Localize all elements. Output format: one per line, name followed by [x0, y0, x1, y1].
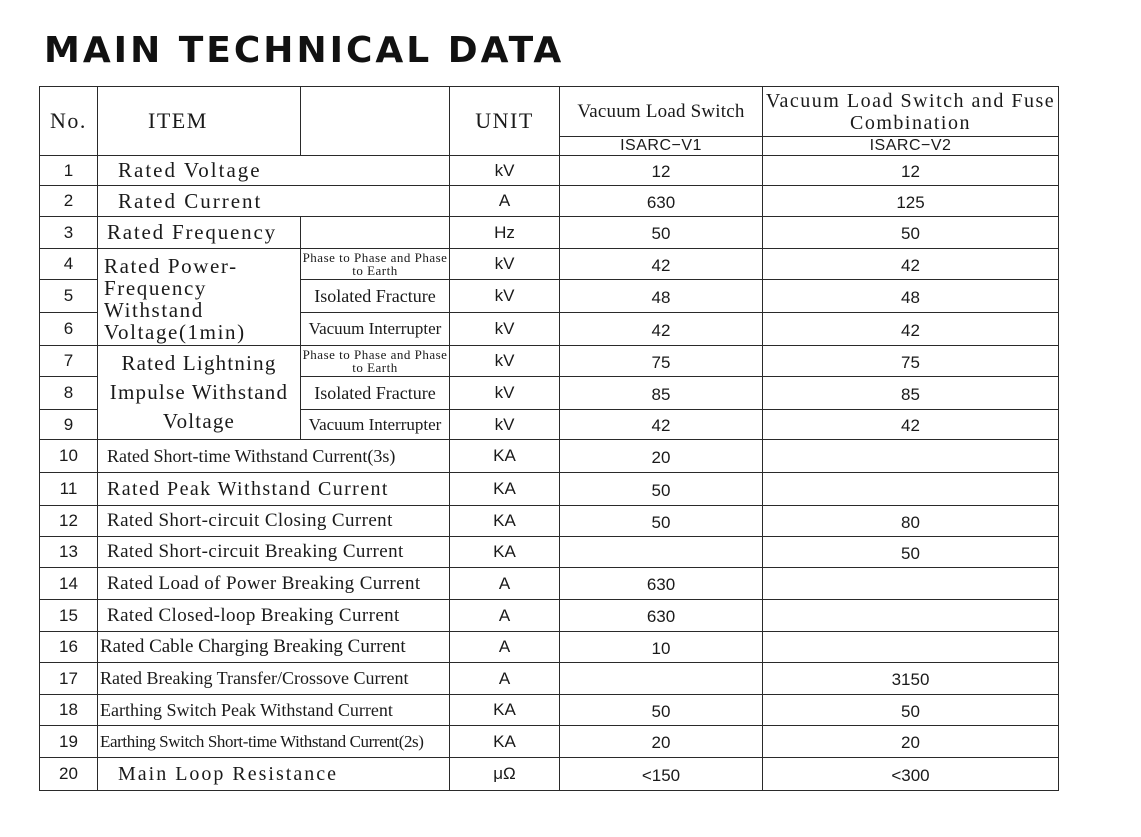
row-number: 18 — [40, 695, 98, 726]
page-title: MAIN TECHNICAL DATA — [44, 30, 565, 71]
row-unit: kV — [450, 410, 560, 440]
table-row — [40, 663, 1059, 695]
row-item: Rated Peak Withstand Current — [98, 473, 450, 506]
row-value-v1: 20 — [560, 440, 763, 473]
row-value-v2: 42 — [763, 313, 1059, 346]
row-item: Rated Short-circuit Closing Current — [98, 506, 450, 537]
row-unit: KA — [450, 440, 560, 473]
row-item: Earthing Switch Short-time Withstand Current(2s) — [98, 726, 450, 758]
row-number: 14 — [40, 568, 98, 600]
row-value-v2 — [763, 440, 1059, 473]
row-value-v2: 42 — [763, 410, 1059, 440]
row-number: 5 — [40, 280, 98, 313]
row-value-v2: 3150 — [763, 663, 1059, 695]
header-item-sub — [301, 87, 450, 156]
table-row — [40, 537, 1059, 568]
row-value-v2: 50 — [763, 695, 1059, 726]
row-value-v1: 75 — [560, 346, 763, 377]
row-value-v2 — [763, 600, 1059, 632]
row-number: 1 — [40, 156, 98, 186]
row-value-v2: <300 — [763, 758, 1059, 791]
row-value-v1: 50 — [560, 506, 763, 537]
row-item-sub-empty — [301, 217, 450, 249]
row-item: Rated Breaking Transfer/Crossove Current — [98, 663, 450, 695]
row-number: 11 — [40, 473, 98, 506]
row-unit: KA — [450, 506, 560, 537]
table-row — [40, 346, 1059, 377]
row-unit: KA — [450, 726, 560, 758]
row-value-v2: 75 — [763, 346, 1059, 377]
row-value-v1: 630 — [560, 186, 763, 217]
table-row — [40, 156, 1059, 186]
header-unit: UNIT — [450, 87, 560, 156]
row-number: 9 — [40, 410, 98, 440]
row-sub-item: Vacuum Interrupter — [301, 313, 450, 346]
row-sub-item: Isolated Fracture — [301, 280, 450, 313]
row-value-v1: 50 — [560, 473, 763, 506]
table-row — [40, 568, 1059, 600]
row-unit: kV — [450, 249, 560, 280]
technical-data-table — [39, 86, 1059, 791]
row-item: Rated Cable Charging Breaking Current — [98, 632, 450, 663]
row-unit: KA — [450, 473, 560, 506]
header-vacuum-load-switch: Vacuum Load Switch — [560, 87, 763, 137]
row-number: 4 — [40, 249, 98, 280]
row-value-v2: 48 — [763, 280, 1059, 313]
row-value-v2: 80 — [763, 506, 1059, 537]
table-row — [40, 758, 1059, 791]
row-sub-item: Phase to Phase and Phase to Earth — [301, 249, 450, 280]
group-power-frequency: Rated Power-Frequency Withstand Voltage(1min) — [98, 249, 301, 346]
row-item: Rated Closed-loop Breaking Current — [98, 600, 450, 632]
row-value-v2: 12 — [763, 156, 1059, 186]
row-item: Earthing Switch Peak Withstand Current — [98, 695, 450, 726]
header-vacuum-load-switch-fuse: Vacuum Load Switch and Fuse Combination — [763, 87, 1059, 137]
row-value-v1: 630 — [560, 568, 763, 600]
model-v1: ISARC−V1 — [560, 137, 763, 156]
row-value-v2 — [763, 632, 1059, 663]
table-row — [40, 506, 1059, 537]
table-row — [40, 600, 1059, 632]
row-unit: A — [450, 600, 560, 632]
row-number: 16 — [40, 632, 98, 663]
row-number: 8 — [40, 377, 98, 410]
row-value-v2: 50 — [763, 537, 1059, 568]
row-number: 6 — [40, 313, 98, 346]
header-no: No. — [40, 87, 98, 156]
row-number: 12 — [40, 506, 98, 537]
table-row — [40, 249, 1059, 280]
row-item: Main Loop Resistance — [98, 758, 450, 791]
row-value-v1 — [560, 663, 763, 695]
row-value-v2: 85 — [763, 377, 1059, 410]
row-value-v2: 50 — [763, 217, 1059, 249]
row-value-v1 — [560, 537, 763, 568]
row-unit: μΩ — [450, 758, 560, 791]
table-row — [40, 186, 1059, 217]
row-unit: kV — [450, 313, 560, 346]
row-unit: kV — [450, 280, 560, 313]
row-sub-item: Isolated Fracture — [301, 377, 450, 410]
row-value-v1: 630 — [560, 600, 763, 632]
row-unit: A — [450, 568, 560, 600]
row-unit: KA — [450, 695, 560, 726]
row-value-v1: 85 — [560, 377, 763, 410]
row-number: 15 — [40, 600, 98, 632]
row-number: 19 — [40, 726, 98, 758]
row-unit: kV — [450, 346, 560, 377]
row-number: 13 — [40, 537, 98, 568]
row-value-v2: 125 — [763, 186, 1059, 217]
table-row — [40, 632, 1059, 663]
table-row — [40, 726, 1059, 758]
row-value-v1: 42 — [560, 313, 763, 346]
row-unit: A — [450, 663, 560, 695]
row-number: 3 — [40, 217, 98, 249]
row-number: 2 — [40, 186, 98, 217]
row-item: Rated Short-circuit Breaking Current — [98, 537, 450, 568]
row-value-v1: 12 — [560, 156, 763, 186]
table-row — [40, 695, 1059, 726]
row-unit: KA — [450, 537, 560, 568]
row-unit: Hz — [450, 217, 560, 249]
row-item: Rated Short-time Withstand Current(3s) — [98, 440, 450, 473]
row-item: Rated Frequency — [98, 217, 301, 249]
group-lightning-impulse: Rated Lightning Impulse Withstand Voltage — [98, 346, 301, 440]
row-value-v1: <150 — [560, 758, 763, 791]
row-sub-item: Phase to Phase and Phase to Earth — [301, 346, 450, 377]
row-value-v1: 10 — [560, 632, 763, 663]
row-item: Rated Voltage — [98, 156, 450, 186]
table-row — [40, 473, 1059, 506]
row-item: Rated Load of Power Breaking Current — [98, 568, 450, 600]
row-value-v1: 50 — [560, 695, 763, 726]
row-value-v2 — [763, 473, 1059, 506]
row-value-v1: 20 — [560, 726, 763, 758]
row-value-v1: 42 — [560, 410, 763, 440]
row-value-v2: 42 — [763, 249, 1059, 280]
row-number: 17 — [40, 663, 98, 695]
row-value-v1: 50 — [560, 217, 763, 249]
table-header-row — [40, 87, 1059, 137]
table-row — [40, 217, 1059, 249]
row-sub-item: Vacuum Interrupter — [301, 410, 450, 440]
row-value-v1: 42 — [560, 249, 763, 280]
row-unit: kV — [450, 156, 560, 186]
row-number: 10 — [40, 440, 98, 473]
row-unit: A — [450, 186, 560, 217]
row-number: 7 — [40, 346, 98, 377]
row-value-v2 — [763, 568, 1059, 600]
header-item: ITEM — [98, 87, 301, 156]
row-unit: A — [450, 632, 560, 663]
row-value-v1: 48 — [560, 280, 763, 313]
table-row — [40, 440, 1059, 473]
model-v2: ISARC−V2 — [763, 137, 1059, 156]
row-unit: kV — [450, 377, 560, 410]
row-number: 20 — [40, 758, 98, 791]
row-item: Rated Current — [98, 186, 450, 217]
row-value-v2: 20 — [763, 726, 1059, 758]
